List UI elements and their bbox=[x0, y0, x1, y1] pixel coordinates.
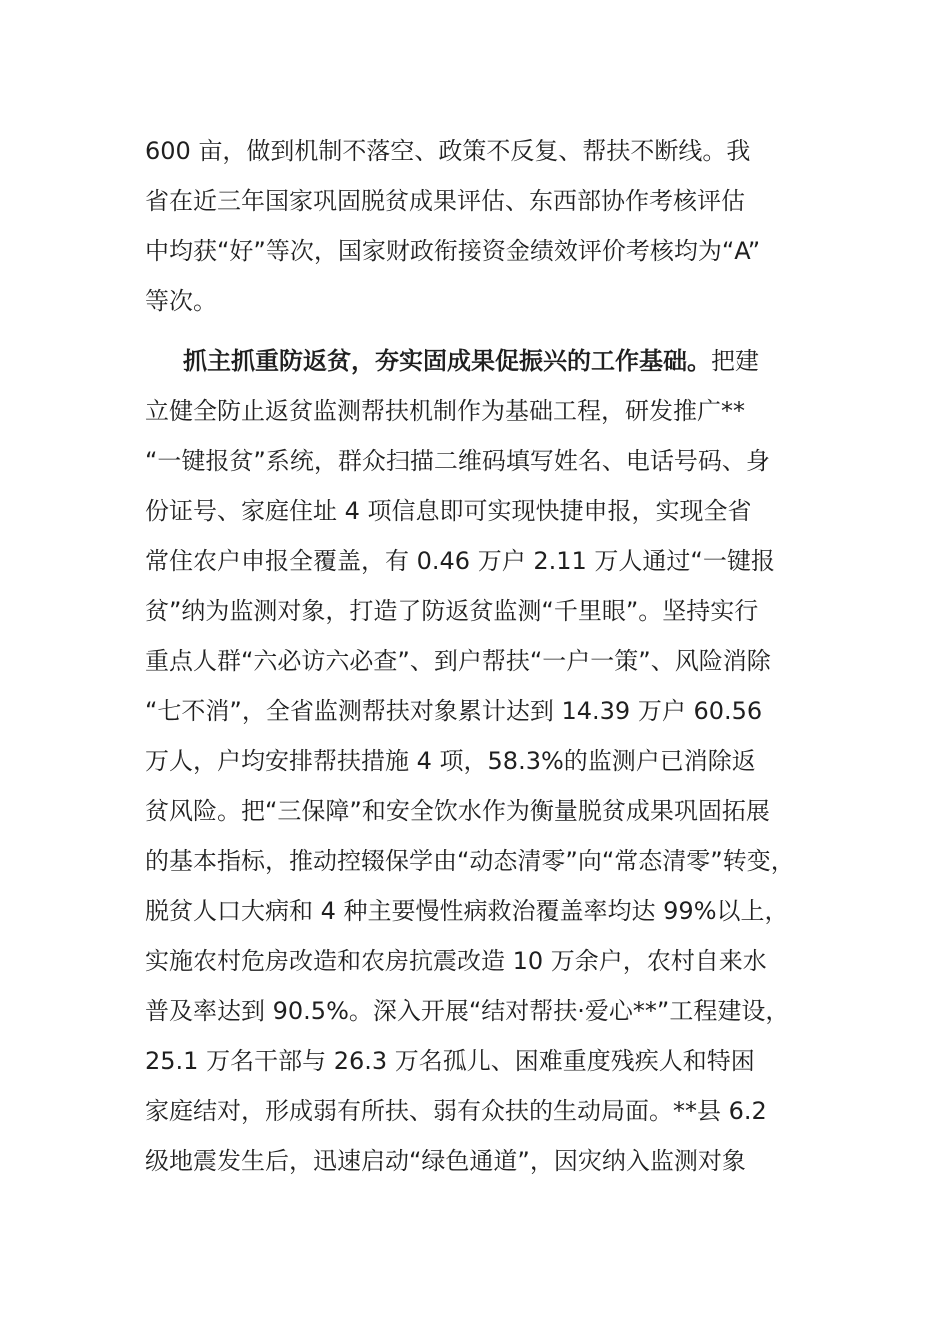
paragraph-line: 家庭结对，形成弱有所扶、弱有众扶的生动局面。**县 6.2 bbox=[145, 1097, 767, 1125]
paragraph-line: 立健全防止返贫监测帮扶机制作为基础工程，研发推广** bbox=[145, 397, 745, 425]
paragraph-line: 的基本指标，推动控辍保学由“动态清零”向“常态清零”转变， bbox=[145, 847, 795, 875]
paragraph-line: 脱贫人口大病和 4 种主要慢性病救治覆盖率均达 99%以上， bbox=[145, 897, 789, 925]
paragraph-line: 贫风险。把“三保障”和安全饮水作为衡量脱贫成果巩固拓展 bbox=[145, 797, 770, 825]
paragraph-line: 常住农户申报全覆盖，有 0.46 万户 2.11 万人通过“一键报 bbox=[145, 547, 775, 575]
paragraph-heading-continuation: 把建 bbox=[711, 347, 759, 375]
paragraph-line: “一键报贫”系统，群众扫描二维码填写姓名、电话号码、身 bbox=[145, 447, 770, 475]
paragraph-1 bbox=[145, 126, 845, 326]
paragraph-2 bbox=[145, 336, 845, 1186]
paragraph-line: 600 亩，做到机制不落空、政策不反复、帮扶不断线。我 bbox=[145, 137, 751, 165]
paragraph-first-line bbox=[145, 336, 845, 386]
paragraph-line: “七不消”，全省监测帮扶对象累计达到 14.39 万户 60.56 bbox=[145, 697, 763, 725]
paragraph-line: 重点人群“六必访六必查”、到户帮扶“一户一策”、风险消除 bbox=[145, 647, 771, 675]
paragraph-heading: 抓主抓重防返贫，夯实固成果促振兴的工作基础。 bbox=[183, 347, 711, 375]
paragraph-line: 万人，户均安排帮扶措施 4 项，58.3%的监测户已消除返 bbox=[145, 747, 756, 775]
paragraph-line: 等次。 bbox=[145, 287, 217, 315]
paragraph-line: 实施农村危房改造和农房抗震改造 10 万余户，农村自来水 bbox=[145, 947, 767, 975]
paragraph-line: 中均获“好”等次，国家财政衔接资金绩效评价考核均为“A” bbox=[145, 237, 761, 265]
paragraph-line: 省在近三年国家巩固脱贫成果评估、东西部协作考核评估 bbox=[145, 187, 745, 215]
paragraph-line: 普及率达到 90.5%。深入开展“结对帮扶·爱心**”工程建设， bbox=[145, 997, 790, 1025]
paragraph-line: 贫”纳为监测对象，打造了防返贫监测“千里眼”。坚持实行 bbox=[145, 597, 759, 625]
paragraph-line: 25.1 万名干部与 26.3 万名孤儿、困难重度残疾人和特困 bbox=[145, 1047, 755, 1075]
paragraph-line: 份证号、家庭住址 4 项信息即可实现快捷申报，实现全省 bbox=[145, 497, 752, 525]
paragraph-line: 级地震发生后，迅速启动“绿色通道”，因灾纳入监测对象 bbox=[145, 1147, 746, 1175]
